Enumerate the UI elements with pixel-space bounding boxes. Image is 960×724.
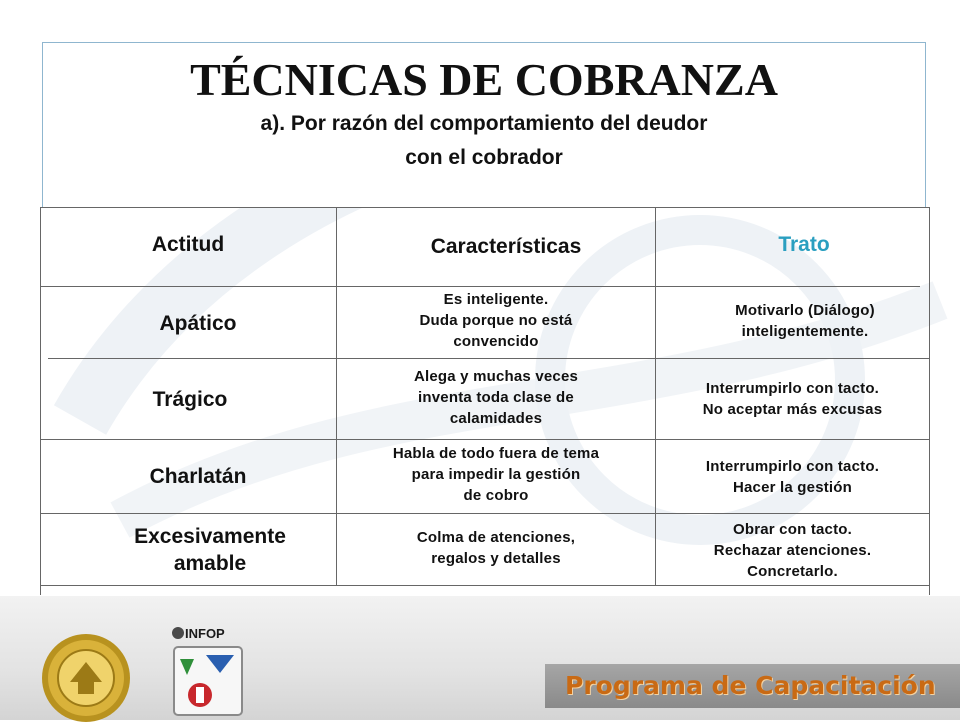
row3-caracteristicas: Habla de todo fuera de tema para impedir la gestión de cobro [392,444,600,504]
row2-trato: Interrumpirlo con tacto. No aceptar más excusas [702,380,883,418]
row4-trato: Obrar con tacto. Rechazar atenciones. Concretarlo. [713,521,872,580]
row2-caracteristicas: Alega y muchas veces inventa toda clase de calamidades [413,367,579,427]
row3-actitud: Charlatán [149,465,247,488]
row2-actitud: Trágico [152,387,228,411]
row1-trato: Motivarlo (Diálogo) inteligentemente. [735,302,875,340]
header-trato: Trato [778,233,830,256]
row4-actitud: Excesivamente amable [134,524,286,575]
row3-trato: Interrumpirlo con tacto. Hacer la gestión [705,457,880,496]
row1-caracteristicas: Es inteligente. Duda porque no está convencido [419,290,573,350]
table-border-top [40,207,930,208]
program-title: Programa de Capacitación [565,671,936,700]
slide-title: TÉCNICAS DE COBRANZA [190,54,778,105]
infop-label: INFOP [185,626,225,641]
title-box [42,42,926,208]
header-actitud: Actitud [151,233,225,256]
slide-subtitle-line2: con el cobrador [405,146,563,169]
row4-caracteristicas: Colma de atenciones, regalos y detalles [416,529,576,567]
header-caracteristicas: Características [430,235,582,258]
slide-subtitle-line1: a). Por razón del comportamiento del deudor [260,112,708,135]
chamber-seal-icon [40,632,132,724]
techniques-table [40,207,930,595]
row1-actitud: Apático [159,311,237,335]
